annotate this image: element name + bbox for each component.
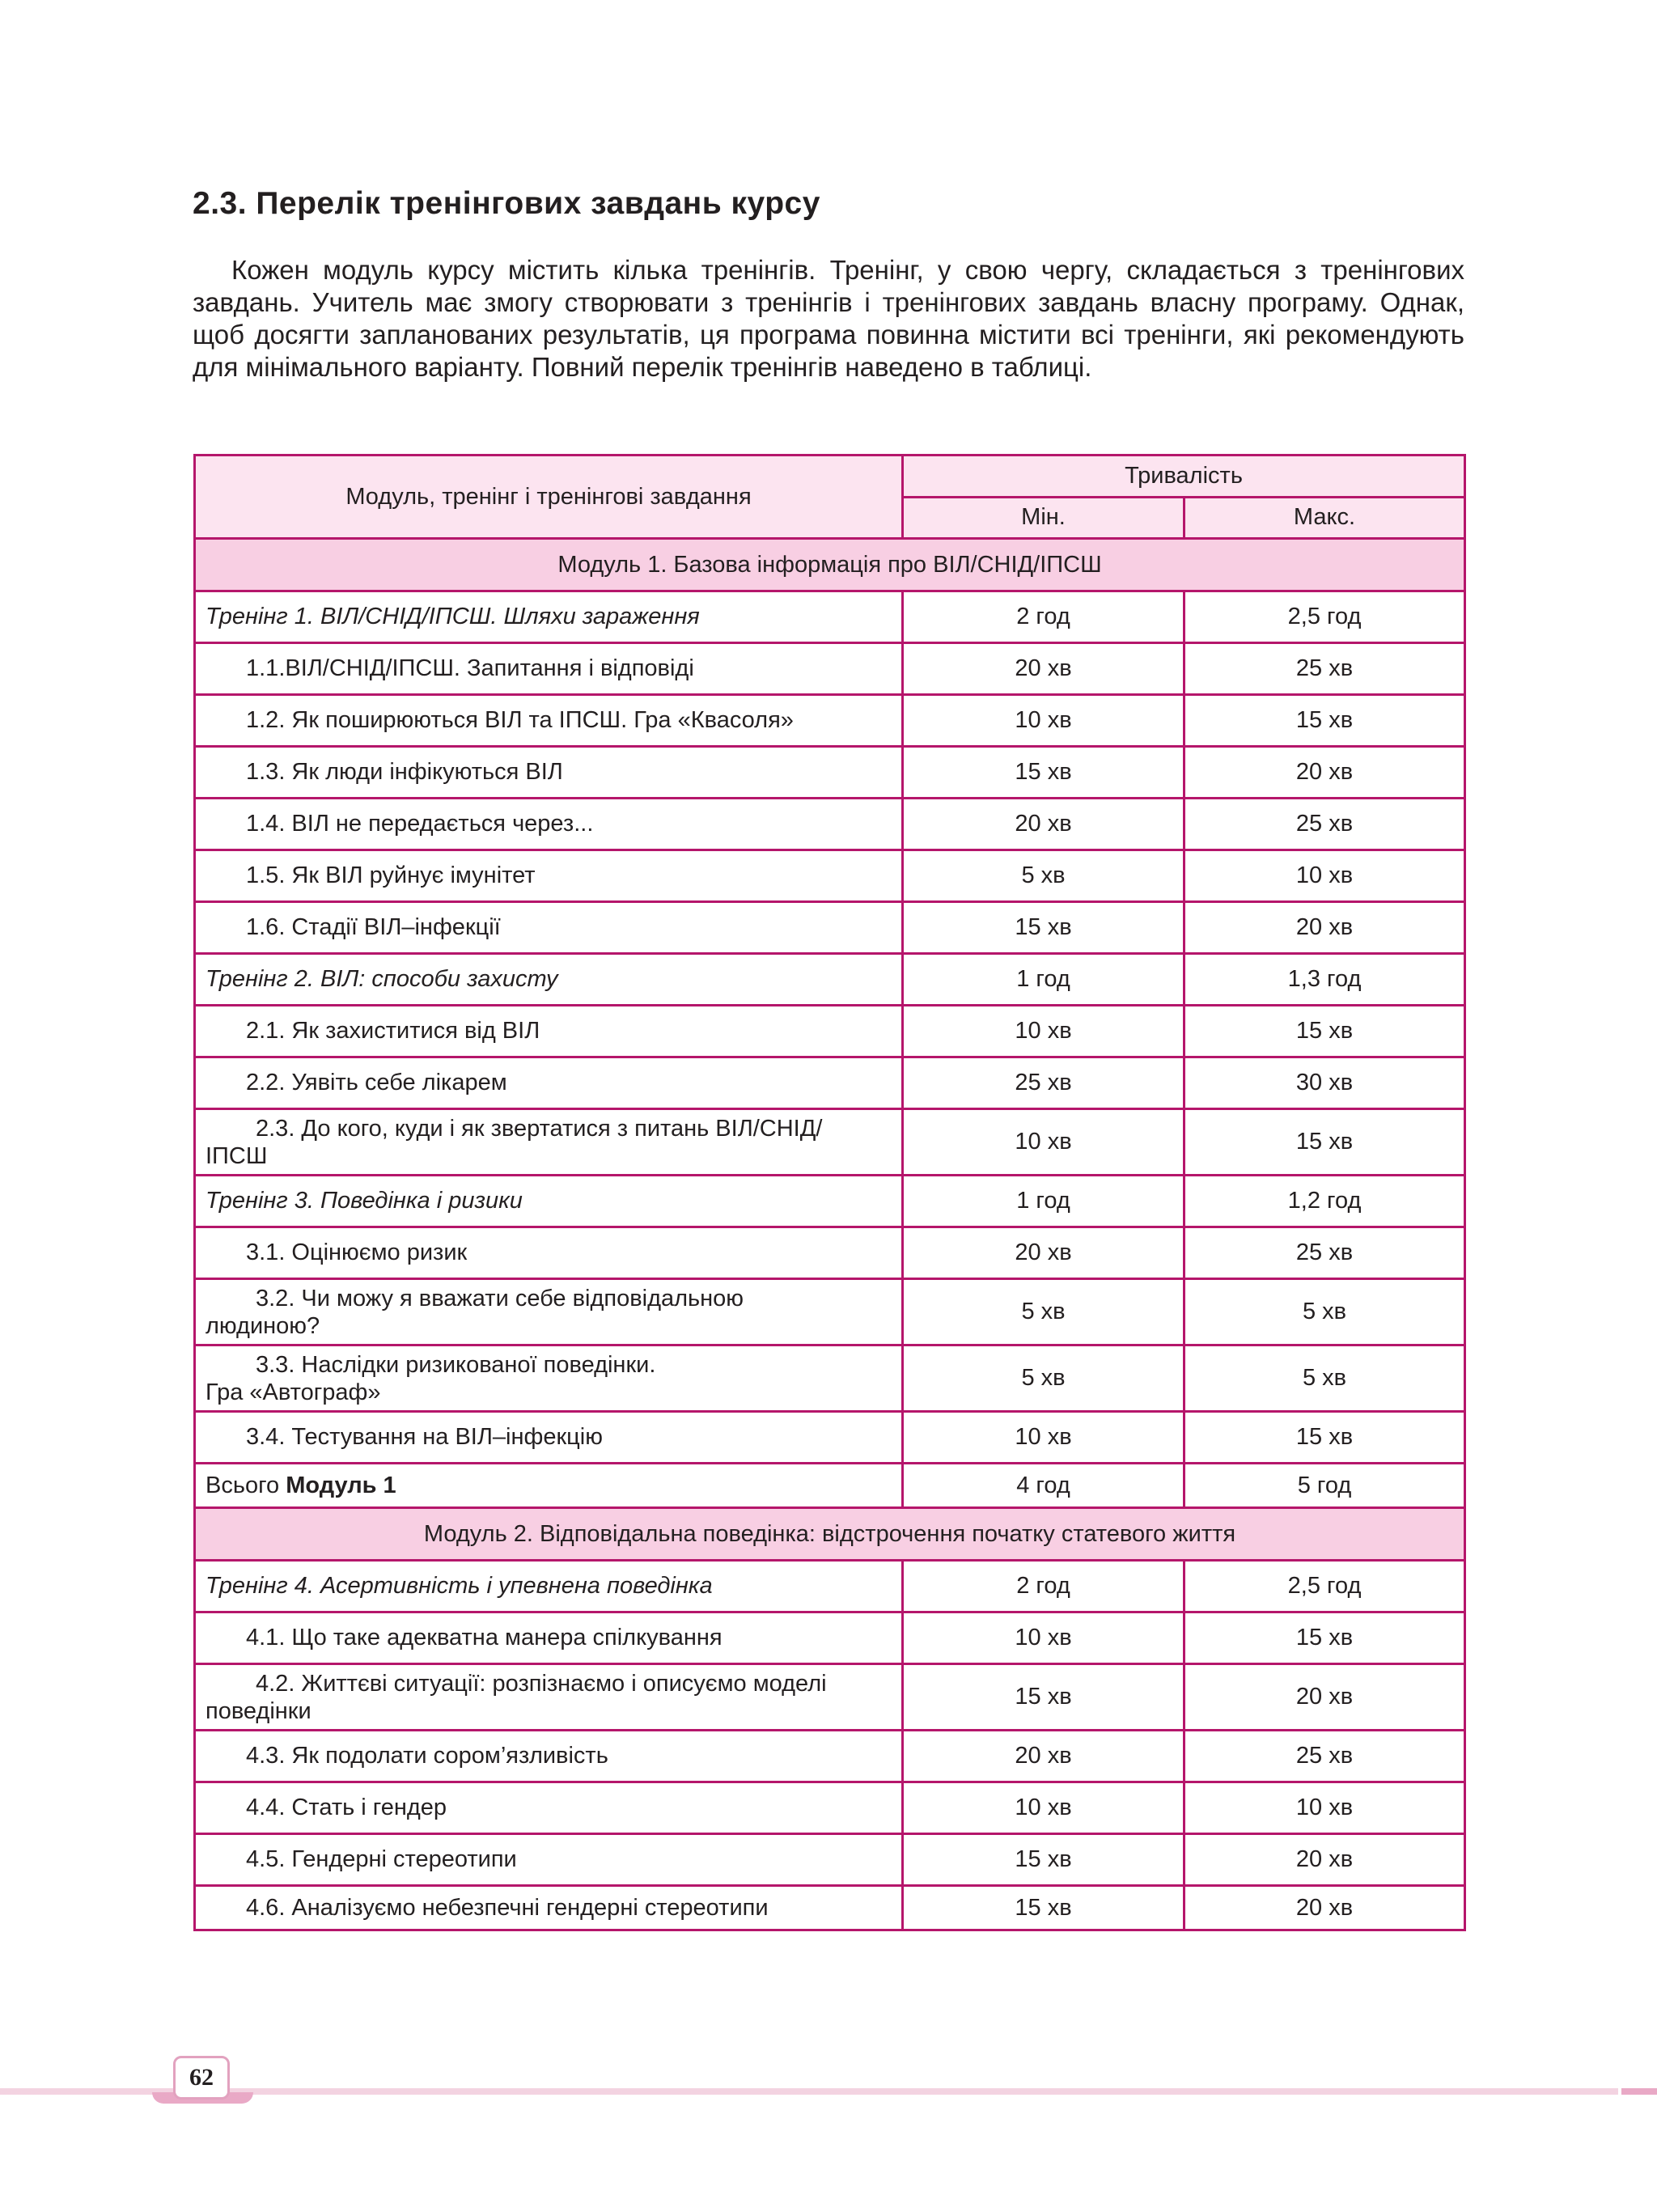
task-name-line: 4.2. Життєві ситуації: розпізнаємо і описуємо моделі	[256, 1670, 827, 1697]
module-title: Модуль 1. Базова інформація про ВІЛ/СНІД/ІПСШ	[195, 539, 1465, 591]
column-header-min: Мін.	[903, 497, 1184, 539]
min-duration: 2 год	[903, 591, 1184, 643]
min-duration: 15 хв	[903, 1834, 1184, 1886]
task-name-line: поведінки	[206, 1697, 311, 1724]
training-row	[195, 1176, 1465, 1227]
task-row	[195, 1782, 1465, 1834]
task-name: 2.2. Уявіть себе лікарем	[195, 1057, 903, 1109]
module-row	[195, 1508, 1465, 1561]
module-row	[195, 539, 1465, 591]
total-row	[195, 1464, 1465, 1508]
task-row	[195, 1057, 1465, 1109]
task-name	[195, 1664, 903, 1731]
task-row	[195, 643, 1465, 695]
task-row	[195, 1664, 1465, 1731]
task-row	[195, 747, 1465, 799]
min-duration: 25 хв	[903, 1057, 1184, 1109]
max-duration: 15 хв	[1184, 1109, 1465, 1176]
task-row	[195, 1006, 1465, 1057]
min-duration: 20 хв	[903, 643, 1184, 695]
task-name: 1.3. Як люди інфікуються ВІЛ	[195, 747, 903, 799]
task-name-line: 2.3. До кого, куди і як звертатися з питань ВІЛ/СНІД/	[256, 1115, 823, 1142]
task-name-line: людиною?	[206, 1312, 320, 1339]
max-duration: 10 хв	[1184, 1782, 1465, 1834]
min-duration: 10 хв	[903, 695, 1184, 747]
task-name-line: 3.3. Наслідки ризикованої поведінки.	[256, 1351, 656, 1378]
min-duration: 1 год	[903, 954, 1184, 1006]
max-duration: 20 хв	[1184, 902, 1465, 954]
training-table	[193, 454, 1466, 1931]
min-duration: 5 хв	[903, 1279, 1184, 1345]
min-duration: 10 хв	[903, 1109, 1184, 1176]
total-prefix: Всього	[206, 1472, 286, 1498]
task-row	[195, 695, 1465, 747]
task-row	[195, 1731, 1465, 1782]
training-row	[195, 1561, 1465, 1612]
task-name-line: ІПСШ	[206, 1142, 268, 1169]
task-row	[195, 799, 1465, 850]
min-duration: 10 хв	[903, 1782, 1184, 1834]
min-duration: 20 хв	[903, 799, 1184, 850]
task-row	[195, 1109, 1465, 1176]
task-row	[195, 1834, 1465, 1886]
task-name: 4.3. Як подолати сором’язливість	[195, 1731, 903, 1782]
task-row	[195, 902, 1465, 954]
task-name	[195, 1345, 903, 1412]
total-label	[195, 1464, 903, 1508]
max-duration: 5 хв	[1184, 1345, 1465, 1412]
min-duration: 20 хв	[903, 1731, 1184, 1782]
training-name: Тренінг 1. ВІЛ/СНІД/ІПСШ. Шляхи зараження	[195, 591, 903, 643]
min-duration: 15 хв	[903, 747, 1184, 799]
training-row	[195, 591, 1465, 643]
min-duration: 15 хв	[903, 1664, 1184, 1731]
intro-paragraph: Кожен модуль курсу містить кілька тренінгів. Тренінг, у свою чергу, складається з тренінгових завдань. Учитель має змогу створювати з тренінгів і тренінгових завдань власну програму. Однак, щоб досягти запланованих результатів, ця програма повинна містити всі тренінги, які рекомендують для мінімального варіанту. Повний перелік тренінгів наведено в таблиці.	[193, 255, 1464, 382]
total-module: Модуль 1	[286, 1472, 396, 1498]
min-duration: 4 год	[903, 1464, 1184, 1508]
task-row	[195, 1227, 1465, 1279]
task-row	[195, 1612, 1465, 1664]
max-duration: 5 год	[1184, 1464, 1465, 1508]
column-header-task: Модуль, тренінг і тренінгові завдання	[195, 456, 903, 539]
max-duration: 10 хв	[1184, 850, 1465, 902]
max-duration: 20 хв	[1184, 747, 1465, 799]
min-duration: 20 хв	[903, 1227, 1184, 1279]
task-name: 4.4. Стать і гендер	[195, 1782, 903, 1834]
training-name: Тренінг 4. Асертивність і упевнена поведінка	[195, 1561, 903, 1612]
task-name: 2.1. Як захиститися від ВІЛ	[195, 1006, 903, 1057]
max-duration: 25 хв	[1184, 643, 1465, 695]
task-name: 1.1.ВІЛ/СНІД/ІПСШ. Запитання і відповіді	[195, 643, 903, 695]
training-name: Тренінг 2. ВІЛ: способи захисту	[195, 954, 903, 1006]
min-duration: 10 хв	[903, 1006, 1184, 1057]
training-name: Тренінг 3. Поведінка і ризики	[195, 1176, 903, 1227]
task-name: 4.5. Гендерні стереотипи	[195, 1834, 903, 1886]
task-name-line: 3.2. Чи можу я вважати себе відповідальною	[256, 1285, 744, 1312]
max-duration: 25 хв	[1184, 1227, 1465, 1279]
min-duration: 2 год	[903, 1561, 1184, 1612]
table-header-row	[195, 456, 1465, 498]
max-duration: 15 хв	[1184, 1006, 1465, 1057]
task-name: 3.4. Тестування на ВІЛ–інфекцію	[195, 1412, 903, 1464]
section-heading: 2.3. Перелік тренінгових завдань курсу	[193, 186, 820, 221]
min-duration: 5 хв	[903, 1345, 1184, 1412]
max-duration: 15 хв	[1184, 1412, 1465, 1464]
task-name: 3.1. Оцінюємо ризик	[195, 1227, 903, 1279]
task-name: 1.4. ВІЛ не передається через...	[195, 799, 903, 850]
min-duration: 15 хв	[903, 1886, 1184, 1930]
max-duration: 1,3 год	[1184, 954, 1465, 1006]
max-duration: 25 хв	[1184, 1731, 1465, 1782]
max-duration: 1,2 год	[1184, 1176, 1465, 1227]
min-duration: 10 хв	[903, 1412, 1184, 1464]
max-duration: 5 хв	[1184, 1279, 1465, 1345]
task-name: 4.6. Аналізуємо небезпечні гендерні стереотипи	[195, 1886, 903, 1930]
max-duration: 20 хв	[1184, 1664, 1465, 1731]
max-duration: 20 хв	[1184, 1834, 1465, 1886]
page-number: 62	[173, 2056, 230, 2100]
min-duration: 15 хв	[903, 902, 1184, 954]
max-duration: 2,5 год	[1184, 591, 1465, 643]
max-duration: 2,5 год	[1184, 1561, 1465, 1612]
max-duration: 15 хв	[1184, 1612, 1465, 1664]
task-row	[195, 1412, 1465, 1464]
max-duration: 30 хв	[1184, 1057, 1465, 1109]
task-name: 1.6. Стадії ВІЛ–інфекції	[195, 902, 903, 954]
task-name	[195, 1109, 903, 1176]
module-title: Модуль 2. Відповідальна поведінка: відстрочення початку статевого життя	[195, 1508, 1465, 1561]
min-duration: 1 год	[903, 1176, 1184, 1227]
column-header-duration: Тривалість	[903, 456, 1465, 498]
footer-rule-end	[1621, 2088, 1657, 2095]
task-name: 1.5. Як ВІЛ руйнує імунітет	[195, 850, 903, 902]
task-name-line: Гра «Автограф»	[206, 1379, 381, 1405]
min-duration: 10 хв	[903, 1612, 1184, 1664]
task-name: 1.2. Як поширюються ВІЛ та ІПСШ. Гра «Квасоля»	[195, 695, 903, 747]
task-row	[195, 850, 1465, 902]
task-name	[195, 1279, 903, 1345]
min-duration: 5 хв	[903, 850, 1184, 902]
task-name: 4.1. Що таке адекватна манера спілкування	[195, 1612, 903, 1664]
max-duration: 15 хв	[1184, 695, 1465, 747]
max-duration: 25 хв	[1184, 799, 1465, 850]
max-duration: 20 хв	[1184, 1886, 1465, 1930]
task-row	[195, 1279, 1465, 1345]
task-row	[195, 1345, 1465, 1412]
column-header-max: Макс.	[1184, 497, 1465, 539]
training-row	[195, 954, 1465, 1006]
task-row	[195, 1886, 1465, 1930]
